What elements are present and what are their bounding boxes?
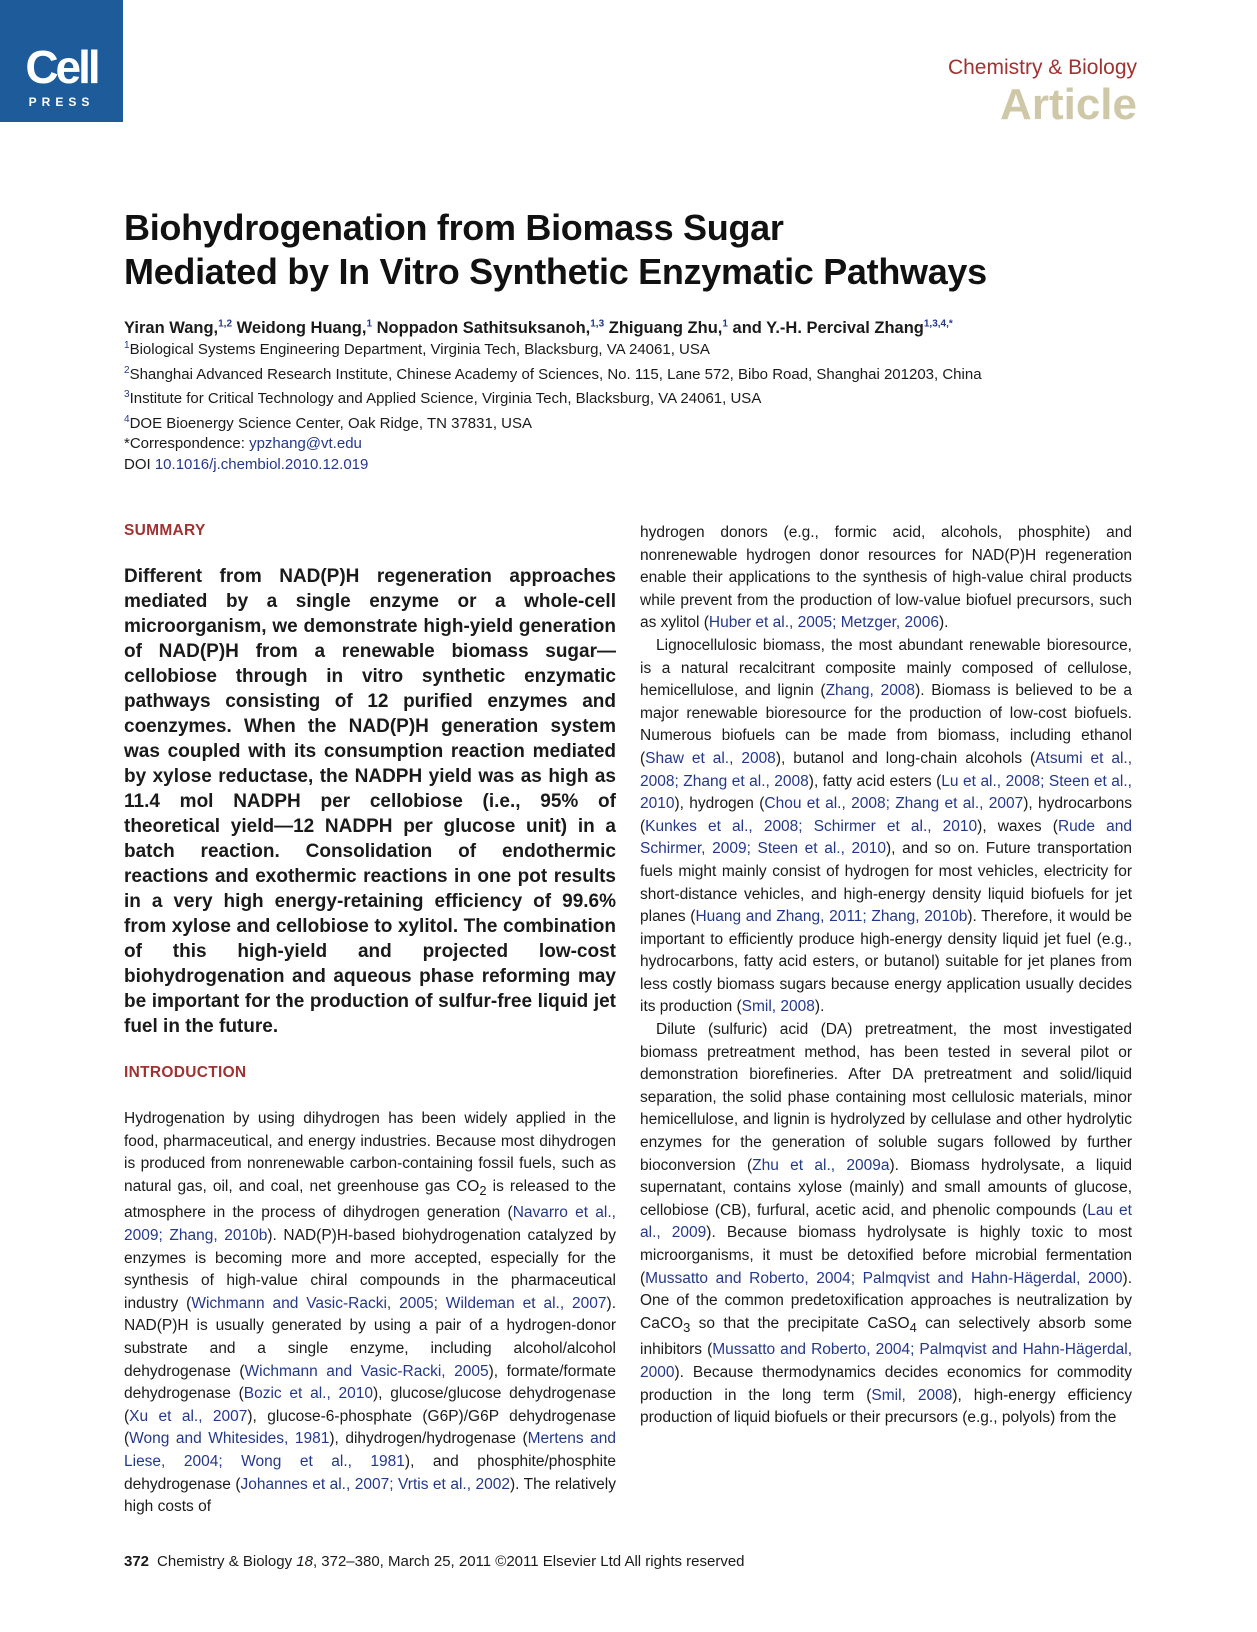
summary-text: Different from NAD(P)H regeneration approaches mediated by a single enzyme or a whole-cell microorganism, we demonstrate high-yield generation of NAD(P)H from a renewable biomass sugar—cellobiose through in vitro synthetic enzymatic pathways consisting of 12 purified enzymes and coenzymes. When the NAD(P)H generation system was coupled with its consumption reaction mediated by xylose reductase, the NADPH yield was as high as 11.4 mol NADPH per cellobiose (i.e., 95% of theoretical yield—12 NADPH per glucose unit) in a batch reaction. Consolidation of endothermic reactions and exothermic reactions in one pot results in a very high energy-retaining efficiency of 99.6% from xylose and cellobiose to xylitol. The combination of this high-yield and projected low-cost biohydrogenation and aqueous phase reforming may be important for the production of sulfur-free liquid jet fuel in the future. — [124, 566, 616, 1037]
subscript: 3 — [683, 1319, 691, 1335]
doi: DOI 10.1016/j.chembiol.2010.12.019 — [124, 455, 369, 473]
text-run: ), glucose/glucose dehydrogenase ( — [124, 1385, 616, 1425]
author: and Y.-H. Percival Zhang$^{1,3,4,*}$ — [732, 318, 953, 337]
footer-citation: , 372–380, March 25, 2011 ©2011 Elsevier Ltd All rights reserved — [312, 1553, 745, 1570]
text-run: Hydrogenation by using dihydrogen has been widely applied in the food, pharmaceutical, and energy industries. Because most dihydrogen is produced from nonrenewable carbon-containing fossil fuels, such as natural gas, oil, and coal, net greenhouse gas CO — [124, 1110, 616, 1195]
author: Weidong Huang,$^1$ — [236, 318, 373, 337]
author: Noppadon Sathitsuksanoh,$^{1,3}$ — [376, 318, 605, 337]
text-run: ). Because biomass hydrolysate is highly toxic to most microorganisms, it must be detoxified before microbial fermentation ( — [640, 1224, 1133, 1287]
text-run: can selectively absorb some inhibitors ( — [640, 1314, 1132, 1359]
footer-volume: 18 — [296, 1553, 313, 1570]
text-run: ), hydrogen ( — [674, 795, 765, 813]
paragraph — [124, 1108, 616, 1519]
text-run: ). Biomass hydrolysate, a liquid supernatant, contains xylose (mainly) and small amounts of glucose, cellobiose (CB), furfural, acetic acid, and phenolic compounds ( — [640, 1156, 1133, 1219]
text-run: ), dihydrogen/hydrogenase ( — [329, 1430, 528, 1448]
author-list — [124, 313, 1144, 339]
text-run: ). NAD(P)H-based biohydrogenation catalyzed by enzymes is becoming more and more accepted, especially for the synthesis of high-value chiral compounds in the pharmaceutical industry ( — [124, 1227, 616, 1312]
text-run: ). The relatively high costs of — [124, 1475, 616, 1516]
text-run: hydrogen donors (e.g., formic acid, alcohols, phosphite) and nonrenewable hydrogen donor resources for NAD(P)H regeneration enable their applications to the synthesis of high-value chiral products while prevent from the production of low-value biofuel precursors, such as xylitol ( — [640, 524, 1132, 632]
paragraph — [640, 1019, 1132, 1430]
citation-link[interactable]: Mussatto and Roberto, 2004; Palmqvist and Hahn-Hägerdal, 2000 — [640, 1341, 1133, 1382]
text-run: ). NAD(P)H is usually generated by using a pair of a hydrogen-donor substrate and a single enzyme, including alcohol/alcohol dehydrogenase ( — [124, 1294, 616, 1380]
footer-journal: Chemistry & Biology — [157, 1553, 293, 1570]
logo-word: Cell — [25, 41, 98, 93]
text-run: ), high-energy efficiency production of liquid biofuels or their precursors (e.g., polyols) from the — [640, 1386, 1132, 1427]
affiliation: $^4$DOE Bioenergy Science Center, Oak Ridge, TN 37831, USA — [124, 413, 532, 432]
correspondence: *Correspondence: ypzhang@vt.edu — [124, 435, 362, 452]
cell-press-logo — [0, 0, 123, 122]
summary-heading: SUMMARY — [124, 522, 206, 539]
citation-link[interactable]: Huber et al., 2005; Metzger, 2006 — [708, 614, 939, 632]
summary-section — [124, 522, 616, 1039]
text-run: Lignocellulosic biomass, the most abundant renewable bioresource, is a natural recalcitrant composite mainly composed of cellulose, hemicellulose, and lignin ( — [640, 636, 1132, 700]
affiliation: $^3$Institute for Critical Technology and Applied Science, Virginia Tech, Blacksburg, VA 24061, USA — [124, 389, 762, 407]
citation-link[interactable]: Huang and Zhang, 2011; Zhang, 2010b — [695, 908, 968, 926]
email-link[interactable]: ypzhang@vt.edu — [249, 435, 362, 452]
citation-link[interactable]: Mussatto and Roberto, 2004; Palmqvist and Hahn-Hägerdal, 2000 — [645, 1269, 1123, 1287]
author: Zhiguang Zhu,$^1$ — [608, 318, 728, 337]
citation-link[interactable]: Zhu et al., 2009a — [752, 1156, 890, 1174]
citation-link[interactable]: Kunkes et al., 2008; Schirmer et al., 2010 — [645, 817, 978, 835]
citation-link[interactable]: Johannes et al., 2007; Vrtis et al., 2002 — [240, 1475, 510, 1493]
text-run: ), waxes ( — [977, 817, 1058, 835]
text-run: ), butanol and long-chain alcohols ( — [775, 749, 1036, 767]
doi-link[interactable]: 10.1016/j.chembiol.2010.12.019 — [154, 455, 369, 473]
subscript: 4 — [909, 1319, 917, 1335]
paper-title — [124, 206, 1144, 294]
citation-link[interactable]: Atsumi et al., 2008; Zhang et al., 2008 — [640, 749, 1132, 790]
citation-link[interactable]: Mertens and Liese, 2004; Wong et al., 1981 — [124, 1430, 616, 1470]
citation-link[interactable]: Lu et al., 2008; Steen et al., 2010 — [640, 772, 1132, 813]
citation-link[interactable]: Zhang, 2008 — [825, 682, 916, 700]
text-run: ), glucose-6-phosphate (G6P)/G6P dehydrogenase ( — [124, 1407, 617, 1448]
paragraph — [640, 635, 1132, 1019]
journal-name: Chemistry & Biology — [947, 56, 1137, 79]
affiliation: $^1$Biological Systems Engineering Department, Virginia Tech, Blacksburg, VA 24061, USA — [124, 340, 710, 358]
affiliations — [124, 336, 1144, 475]
logo-subtitle: PRESS — [28, 95, 95, 109]
subscript: 2 — [479, 1182, 487, 1198]
affiliation: $^2$Shanghai Advanced Research Institute, Chinese Academy of Sciences, No. 115, Lane 572, Bibo Road, Shanghai 201203, China — [124, 364, 982, 383]
text-run: ), and phosphite/phosphite dehydrogenase ( — [124, 1453, 616, 1493]
right-column — [640, 522, 1132, 1430]
introduction-heading: INTRODUCTION — [124, 1064, 247, 1081]
citation-link[interactable]: Wichmann and Vasic-Racki, 2005 — [244, 1362, 489, 1380]
citation-link[interactable]: Lau et al., 2009 — [640, 1201, 1132, 1242]
citation-link[interactable]: Smil, 2008 — [871, 1386, 953, 1404]
citation-link[interactable]: Chou et al., 2008; Zhang et al., 2007 — [764, 795, 1024, 813]
citation-link[interactable]: Navarro et al., 2009; Zhang, 2010b — [124, 1204, 616, 1245]
citation-link[interactable]: Shaw et al., 2008 — [645, 749, 776, 767]
paragraph — [640, 522, 1132, 635]
text-run: Dilute (sulfuric) acid (DA) pretreatment, the most investigated biomass pretreatment method, has been tested in several pilot or demonstration biorefineries. After DA pretreatment and solid/liquid separation, the solid phase containing most cellulosic materials, minor hemicellulose, and lignin is hydrolyzed by cellulase and other hydrolytic enzymes for the generation of soluble sugars followed by further bioconversion ( — [640, 1021, 1132, 1174]
text-run: ), fatty acid esters ( — [808, 772, 942, 790]
title-line-1: Biohydrogenation from Biomass Sugar — [124, 207, 784, 248]
text-run: ). Biomass is believed to be a major renewable bioresource for the production of low-cost biofuels. Numerous biofuels can be made from biomass, including ethanol ( — [640, 682, 1132, 767]
title-line-2: Mediated by In Vitro Synthetic Enzymatic Pathways — [124, 251, 987, 292]
text-run: so that the precipitate CaSO — [690, 1314, 910, 1332]
article-type: Article — [1000, 80, 1137, 129]
introduction-body — [124, 1108, 616, 1519]
text-run: ), and so on. Future transportation fuels might mainly consist of hydrogen for most vehicles, electricity for short-distance vehicles, and high-energy density liquid biofuels for jet planes ( — [640, 840, 1133, 926]
page-footer — [124, 1553, 745, 1570]
text-run: ), hydrocarbons ( — [640, 795, 1132, 835]
text-run: ). — [938, 614, 949, 632]
citation-link[interactable]: Smil, 2008 — [741, 998, 815, 1016]
text-run: ). Therefore, it would be important to efficiently produce high-energy density liquid jet fuel (e.g., hydrocarbons, fatty acid esters, or butanol) suitable for jet planes from less costly biomass sugars because energy application usually decides its production ( — [640, 908, 1132, 1016]
page-number: 372 — [124, 1553, 150, 1570]
text-run: ). One of the common predetoxification approaches is neutralization by CaCO — [640, 1269, 1132, 1332]
text-run: is released to the atmosphere in the process of dihydrogen generation ( — [124, 1177, 616, 1222]
citation-link[interactable]: Bozic et al., 2010 — [243, 1385, 374, 1403]
author: Yiran Wang,$^{1,2}$ — [124, 318, 233, 337]
citation-link[interactable]: Wong and Whitesides, 1981 — [129, 1430, 330, 1448]
text-run: ), formate/formate dehydrogenase ( — [124, 1362, 616, 1403]
text-run: ). — [814, 998, 825, 1016]
text-run: ). Because thermodynamics decides economics for commodity production in the long term ( — [640, 1364, 1132, 1404]
citation-link[interactable]: Wichmann and Vasic-Racki, 2005; Wildeman et al., 2007 — [191, 1294, 607, 1312]
citation-link[interactable]: Rude and Schirmer, 2009; Steen et al., 2010 — [640, 817, 1132, 858]
citation-link[interactable]: Xu et al., 2007 — [129, 1407, 248, 1425]
